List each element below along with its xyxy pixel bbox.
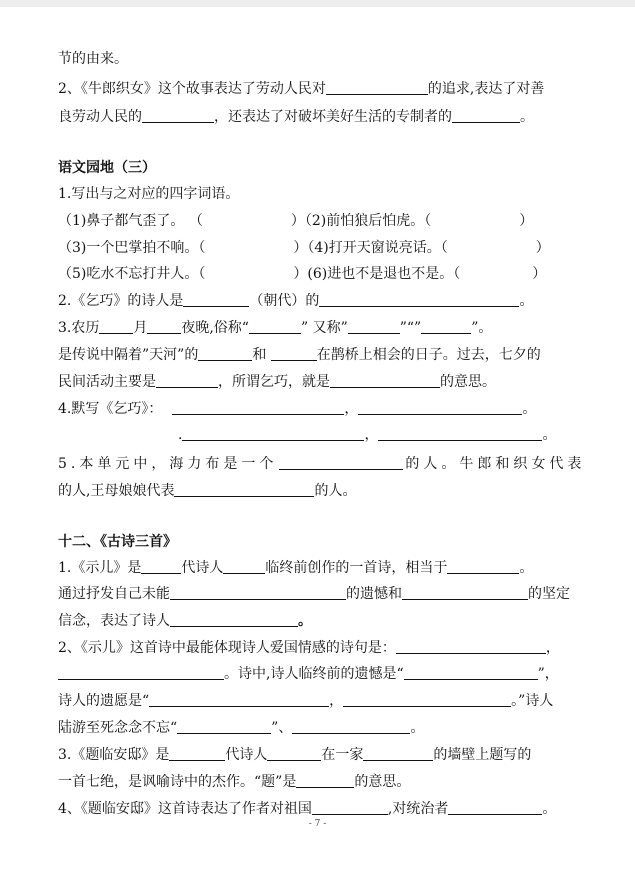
answer-blank[interactable]: [99, 319, 133, 334]
text-line: 信念，表达了诗人 。: [58, 613, 312, 629]
text-line: 3.《题临安邸》是 代诗人 在一家 的墙壁上题写的: [58, 747, 532, 763]
text-line: 2、《示儿》这首诗中最能体现诗人爱国情感的诗句是： ，: [58, 640, 560, 656]
answer-blank[interactable]: [271, 346, 317, 361]
answer-blank[interactable]: [174, 482, 314, 497]
answer-blank[interactable]: [447, 559, 519, 574]
answer-blank[interactable]: [169, 746, 225, 761]
answer-blank[interactable]: [452, 108, 520, 123]
text-line: 是传说中隔着”天河”的 和 在鹊桥上相会的日子。过去，七夕的: [58, 347, 541, 363]
answer-blank[interactable]: [378, 426, 542, 441]
answer-blank[interactable]: [149, 692, 329, 707]
text-line: 5.本单元中，海力布是一个 的人。牛郎和织女代表: [58, 456, 586, 472]
text-line: 良劳动人民的 ，还表达了对破坏美好生活的专制者的 。: [58, 109, 534, 125]
text-line: 。诗中,诗人临终前的遗憾是“ ”，: [58, 664, 559, 684]
text-line: （5)吃水不忘打井人。（ ）(6)进也不是退也不是。（ ）: [58, 266, 547, 282]
answer-blank[interactable]: [170, 585, 346, 600]
text-line: （3)一个巴掌拍不响。（ ）（4)打开天窗说亮话。（ ）: [58, 240, 550, 256]
top-edge: [0, 0, 635, 7]
answer-blank[interactable]: [343, 692, 511, 707]
answer-blank[interactable]: [312, 800, 388, 815]
section-heading: 语文园地（三）: [58, 160, 156, 176]
answer-blank[interactable]: [172, 400, 344, 415]
text-line: 1.《示儿》是 代诗人 临终前创作的一首诗，相当于 。: [58, 560, 534, 576]
answer-blank[interactable]: [279, 455, 403, 470]
text-line: 3.农历 月 夜晚,俗称“ ” 又称” ”“” ”。: [58, 320, 493, 336]
answer-blank[interactable]: [170, 612, 298, 627]
answer-blank[interactable]: [249, 319, 301, 334]
answer-blank[interactable]: [142, 108, 214, 123]
text-line: 节的由来。: [58, 51, 128, 67]
answer-blank[interactable]: [198, 346, 252, 361]
page-number: - 7 -: [308, 819, 327, 829]
answer-blank[interactable]: [156, 373, 218, 388]
answer-blank[interactable]: [358, 400, 522, 415]
answer-blank[interactable]: [421, 319, 471, 334]
text-line: 4.默写《乞巧》： ， 。: [58, 401, 537, 417]
answer-blank[interactable]: [223, 559, 265, 574]
text-line: 2.《乞巧》的诗人是 （朝代）的 。: [58, 293, 534, 309]
text-line: 通过抒发自己未能 的遗憾和 的坚定: [58, 586, 570, 602]
text-line: 的人,王母娘娘代表 的人。: [58, 483, 357, 499]
text-line: 一首七绝，是讽喻诗中的杰作。“题”是 的意思。: [58, 774, 411, 790]
text-line: 2、《牛郎织女》这个故事表达了劳动人民对 的追求,表达了对善: [58, 81, 545, 97]
text-line: （1)鼻子都气歪了。 （ ）（2)前怕狼后怕虎。（ ）: [58, 213, 534, 229]
answer-blank[interactable]: [319, 292, 519, 307]
answer-blank[interactable]: [404, 665, 538, 680]
answer-blank[interactable]: [402, 585, 528, 600]
text-line: 1.写出与之对应的四字词语。: [58, 186, 240, 202]
answer-blank[interactable]: [147, 319, 181, 334]
section-heading: 十二、《古诗三首》: [58, 534, 177, 550]
answer-blank[interactable]: [348, 319, 400, 334]
text-line: 4、《题临安邸》这首诗表达了作者对祖国 ,对统治者 。: [58, 801, 557, 817]
answer-blank[interactable]: [330, 373, 440, 388]
text-line: . ， 。: [178, 427, 557, 443]
answer-blank[interactable]: [396, 639, 546, 654]
answer-blank[interactable]: [267, 746, 321, 761]
text-line: 民间活动主要是 ，所谓乞巧，就是 的意思。: [58, 374, 496, 390]
answer-blank[interactable]: [326, 80, 428, 95]
text-line: 诗人的遗愿是“ ， 。”诗人: [58, 693, 554, 709]
answer-blank[interactable]: [183, 292, 249, 307]
answer-blank[interactable]: [292, 719, 410, 734]
answer-blank[interactable]: [58, 665, 224, 680]
answer-blank[interactable]: [141, 559, 181, 574]
text-line: 陆游至死念念不忘“ ”、 。: [58, 720, 425, 736]
answer-blank[interactable]: [177, 719, 271, 734]
answer-blank[interactable]: [363, 746, 433, 761]
answer-blank[interactable]: [182, 426, 364, 441]
answer-blank[interactable]: [296, 773, 354, 788]
answer-blank[interactable]: [448, 800, 542, 815]
